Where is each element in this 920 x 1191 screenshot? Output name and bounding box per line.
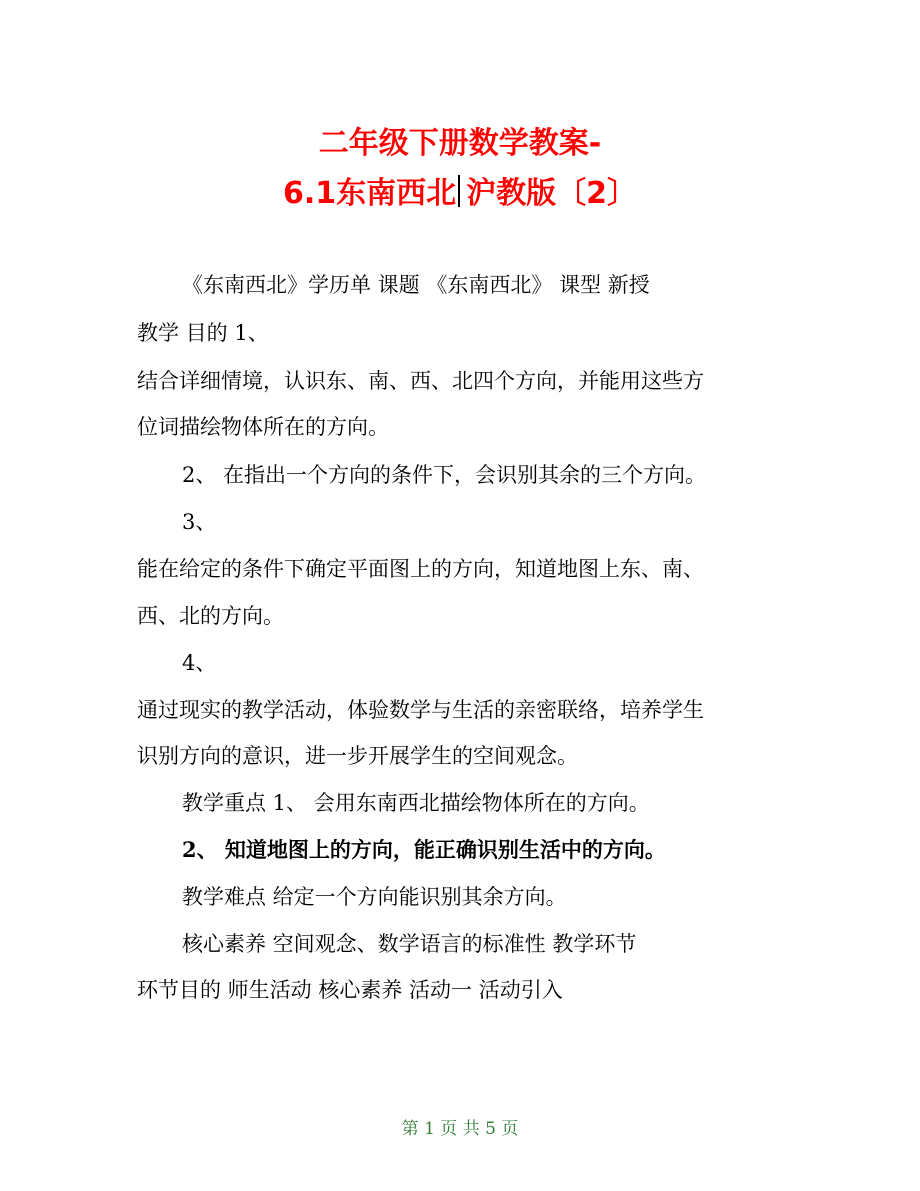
document-title-line-2 [0,168,920,212]
paragraph-line: 《东南西北》学历单 课题 《东南西北》 课型 新授 [182,273,650,297]
paragraph-line: 3、 [182,510,217,534]
paragraph-line: 位词描绘物体所在的方向。 [137,415,389,439]
paragraph-line: 识别方向的意识，进一步开展学生的空间观念。 [137,744,578,768]
title-part-1: 6.1东南西北 [282,176,457,211]
paragraph-line: 西、北的方向。 [137,604,284,628]
paragraph-line: 教学重点 1、 会用东南西北描绘物体所在的方向。 [182,791,650,815]
paragraph-line: 4、 [182,651,217,675]
paragraph-line: 教学 目的 1、 [137,321,269,345]
document-title-line-1: 二年级下册数学教案- [318,126,602,161]
paragraph-line: 能在给定的条件下确定平面图上的方向，知道地图上东、南、 [137,557,704,581]
paragraph-line: 通过现实的教学活动，体验数学与生活的亲密联络，培养学生 [137,698,704,722]
title-part-2: 沪教版〔2〕 [466,176,638,211]
paragraph-line: 核心素养 空间观念、数学语言的标准性 教学环节 [182,932,637,956]
paragraph-line: 教学难点 给定一个方向能识别其余方向。 [182,885,567,909]
text-cursor [458,175,460,207]
page-footer: 第 1 页 共 5 页 [401,1119,519,1139]
paragraph-line-bold: 2、 知道地图上的方向，能正确识别生活中的方向。 [182,837,666,862]
paragraph-line: 2、 在指出一个方向的条件下，会识别其余的三个方向。 [182,463,707,487]
paragraph-line: 环节目的 师生活动 核心素养 活动一 活动引入 [137,978,563,1002]
paragraph-line: 结合详细情境，认识东、南、西、北四个方向，并能用这些方 [137,369,704,393]
